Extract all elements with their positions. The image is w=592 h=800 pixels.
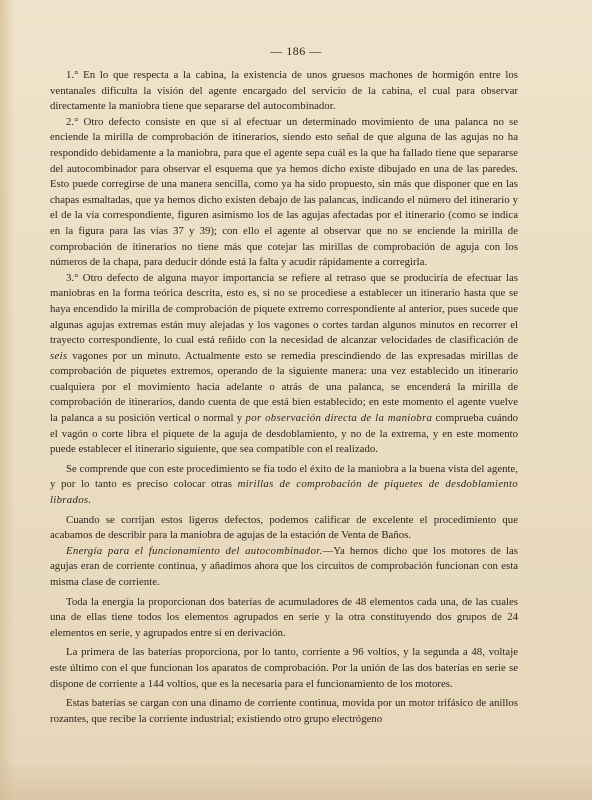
paragraph-4 [50, 462, 518, 509]
italic-run: por observación directa de la maniobra [245, 412, 433, 425]
italic-run: mirillas de comprobación de piquetes de desdoblamiento librados. [50, 478, 518, 507]
text-run: Estas baterías se cargan con una dinamo de corriente continua, movida por un motor trifásico de anillos rozantes, que recibe la corriente industrial; existiendo otro grupo electrógeno [50, 697, 518, 725]
page-edge-shadow [0, 0, 14, 800]
paragraph-1 [50, 68, 518, 115]
paragraph-3 [50, 271, 518, 458]
text-run: vagones por un minuto. Actualmente esto se remedia prescindiendo de las expresadas mirillas de comprobación de piquetes extremos, operando de la siguiente manera: una vez establecido un itinerario cualquiera por el movimiento hacia adelante o atrás de una palanca, se encenderá la mirilla de comprobación de itinerarios, dando cuenta de que está bien establecido; en este momento el agente vuelve la palanca a su posición vertical o normal y [50, 349, 518, 425]
text-run: 1.° En lo que respecta a la cabina, la existencia de unos gruesos machones de hormigón entre los ventanales dificulta la visión del agente encargado del servicio de la cabina, el cual para observar directamente la maniobra tiene que separarse del autocombinador. [50, 69, 518, 113]
text-run: Cuando se corrijan estos ligeros defectos, podemos calificar de excelente el procedimiento que acabamos de describir para la maniobra de agujas de la estación de Venta de Baños. [50, 513, 518, 542]
page-bottom-wear [0, 760, 592, 800]
italic-run: seis [50, 349, 68, 362]
paragraph-2 [50, 115, 518, 271]
page-number: — 186 — [270, 44, 322, 58]
body-text [50, 68, 518, 727]
text-run: Se comprende que con este procedimiento se fía todo el éxito de la maniobra a la buena vista del agente, y por lo tanto es preciso colocar otras [50, 462, 518, 491]
paragraph-9 [50, 696, 518, 727]
text-run: —Ya hemos dicho que los motores de las agujas eran de corriente continua, y añadimos ahora que los circuitos de comprobación funcionan con esta misma clase de corriente. [50, 544, 518, 588]
paragraph-6 [50, 544, 518, 591]
paragraph-5 [50, 513, 518, 544]
text-run: 3.° Otro defecto de alguna mayor importancia se refiere al retraso que se produciría de efectuar las maniobras en la forma teórica descrita, esto es, si no se procediese a establecer un itinerario hasta que se haya encendido la mirilla de comprobación de piquete extremo correspondiente al anterior, pues sucede que algunas agujas extremas están muy alejadas y los vagones o cortes tardan algunos minutos en recorrer el trayecto correspondiente, lo cual está reñido con la necesidad de alcanzar velocidades de clasificación de [50, 271, 518, 347]
text-run: comprueba cuándo el vagón o corte libra el piquete de la aguja de desdoblamiento, y no de la extrema, y en este momento puede establecer el itinerario siguiente, que sea compatible con el realizado. [50, 412, 519, 456]
text-run: Toda la energía la proporcionan dos baterías de acumuladores de 48 elementos cada una, de las cuales una de ellas tiene todos los elementos agrupados en serie y la otra constituyendo dos grupos de 24 elementos en serie, y agrupados entre sí en derivación. [50, 595, 518, 639]
paragraph-7 [50, 595, 518, 642]
paragraph-8 [50, 645, 518, 692]
text-run: La primera de las baterías proporciona, por lo tanto, corriente a 96 voltios, y la segunda a 48, voltaje este último con el que funcionan los aparatos de comprobación. Por la unión de las dos baterías en serie se dispone de corriente a 144 voltios, que es la necesaria para el funcionamiento de los motores. [50, 646, 518, 690]
text-run: 2.° Otro defecto consiste en que si al efectuar un determinado movimiento de una palanca no se enciende la mirilla de comprobación de itinerarios, siendo esto señal de que alguna de las agujas no ha respondido debidamente a la maniobra, para que el agente sepa cuál es la que ha fallado tiene que separarse del autocombinador para observar el esquema que ya hemos dicho existe dibujado en una de las paredes. Esto puede corregirse de una manera sencilla, como ya ha sido propuesto, sin más que disponer que en las chapas esmaltadas, que ya hemos dicho existen debajo de las palancas, indicando el número del itinerario y el de la vía correspondiente, figuren asimismo los de las agujas afectadas por el itinerario (como se indica en la figura para las vías 37 y 39); con ello el agente al observar que no se enciende la mirilla de comprobación de itinerarios no tiene más que cotejar las mirillas de comprobación de aguja con los números de la chapa, para deducir dónde está la falta y acudir rápidamente a corregirla. [50, 115, 518, 269]
section-heading: Energía para el funcionamiento del autocombinador. [66, 544, 323, 557]
